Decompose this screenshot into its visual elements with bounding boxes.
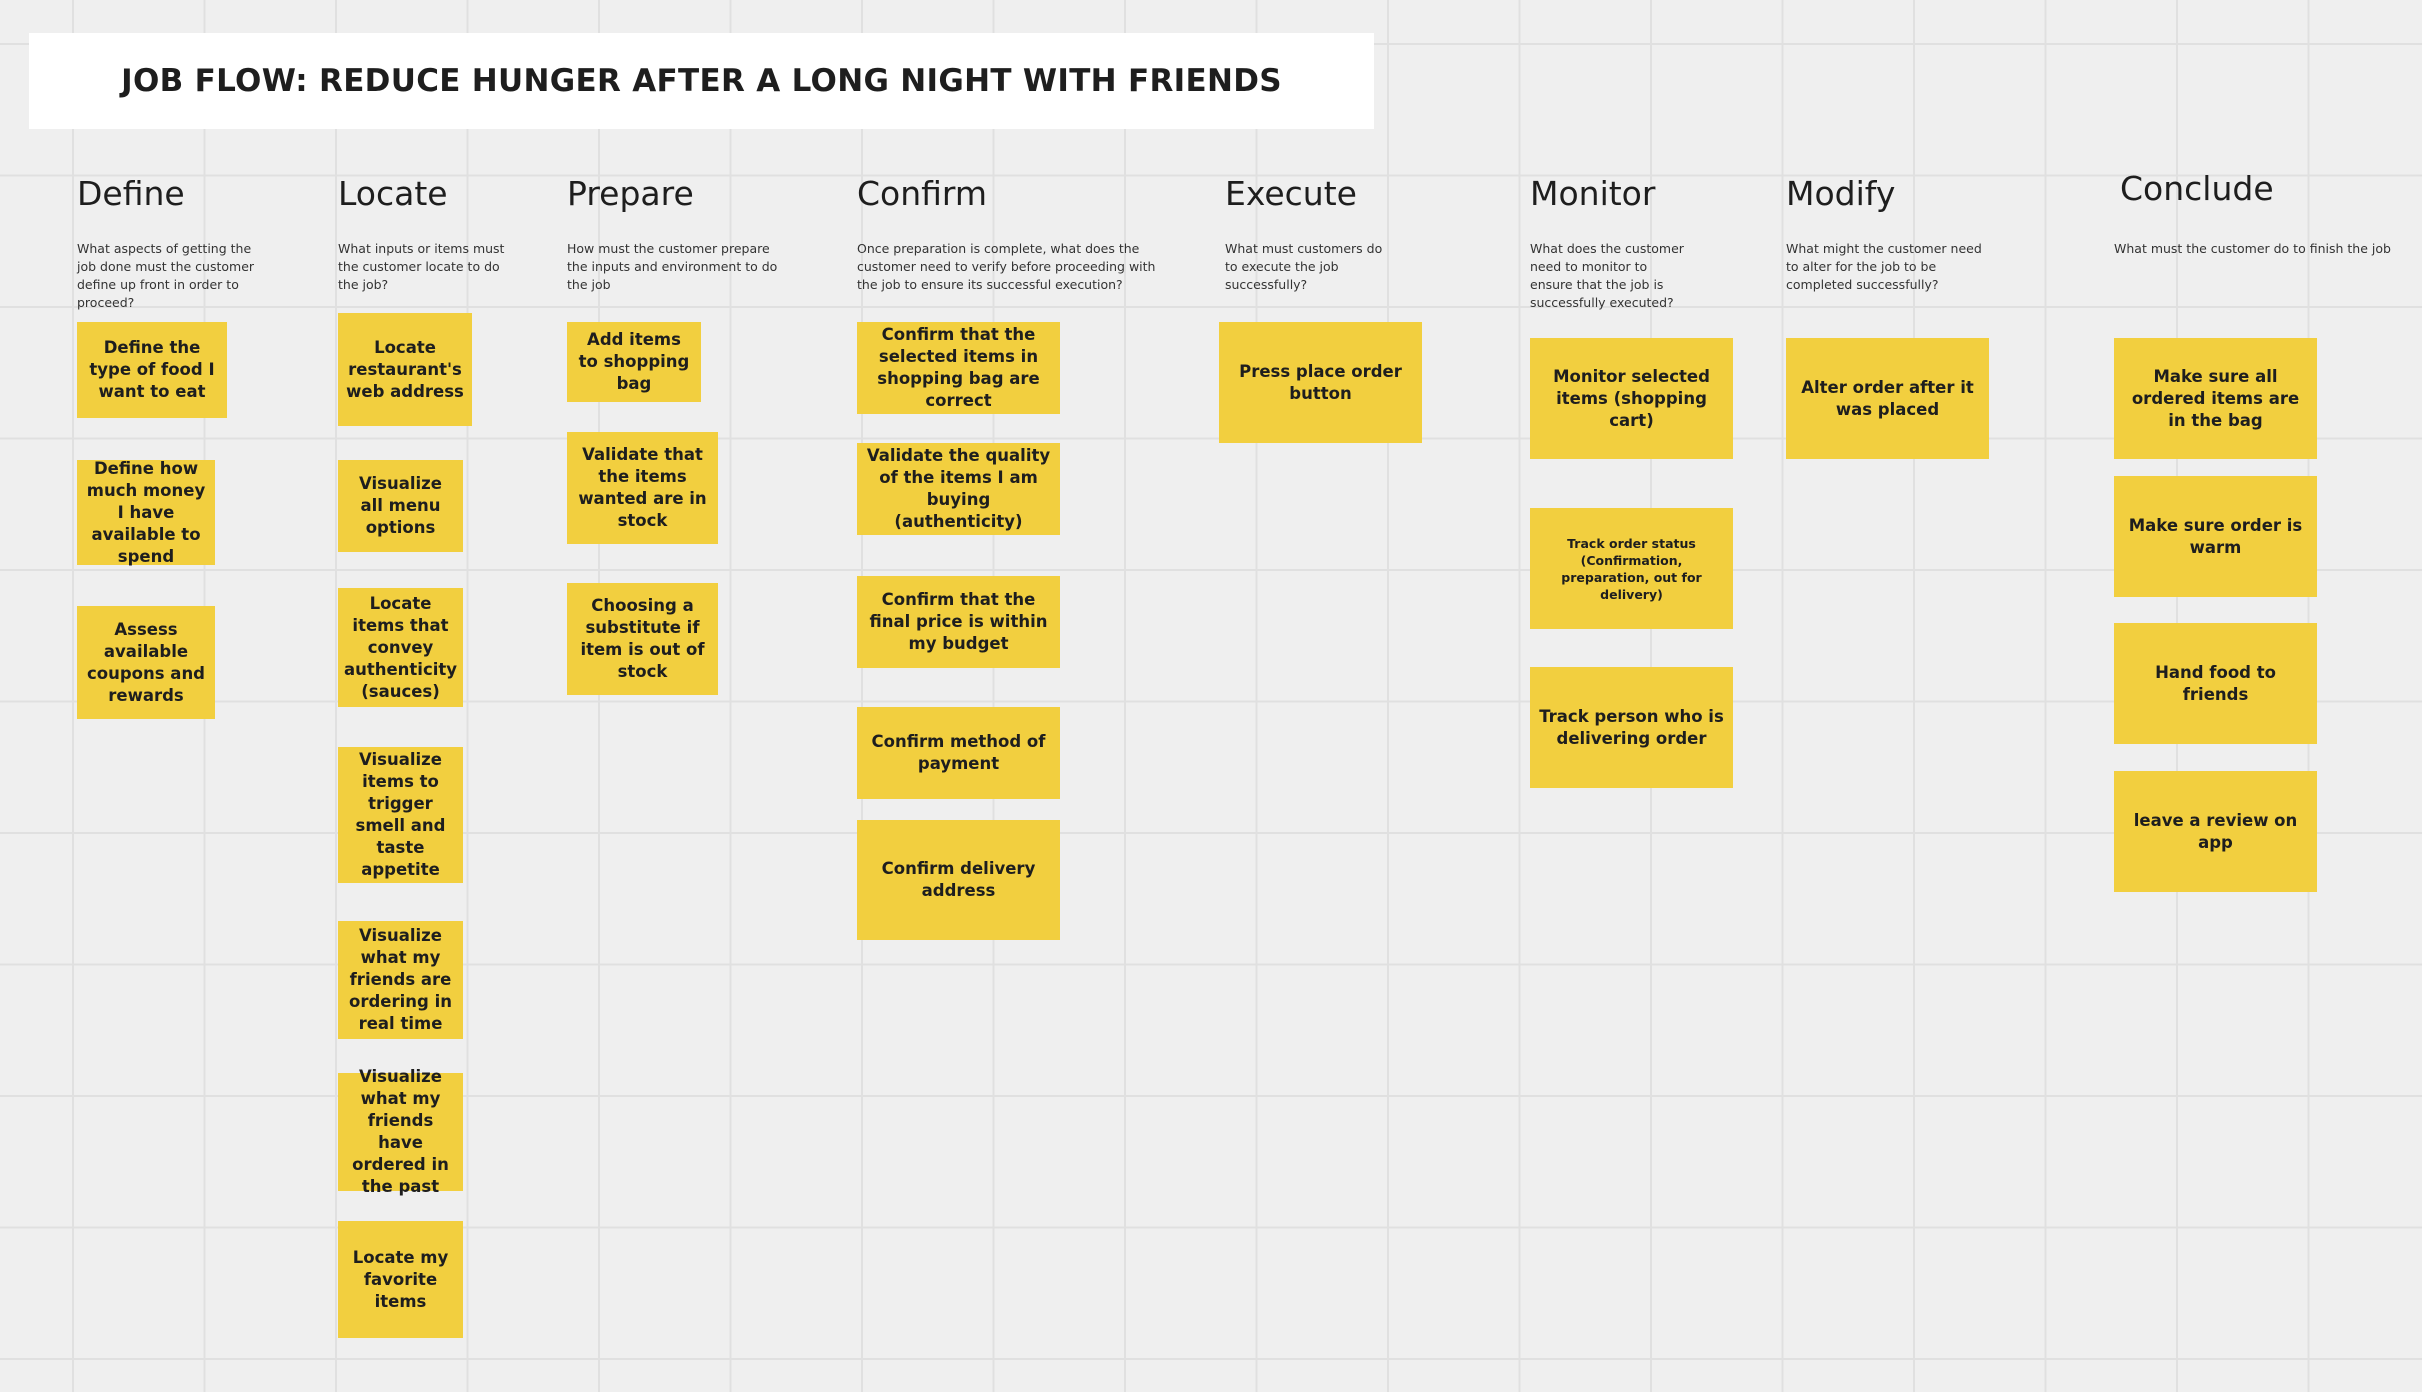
sticky-note[interactable]: Visualize what my friends have ordered in the past — [338, 1073, 463, 1191]
sticky-note[interactable]: Locate items that convey authenticity (sauces) — [338, 588, 463, 707]
sticky-note[interactable]: Add items to shopping bag — [567, 322, 701, 402]
sticky-note[interactable]: Track person who is delivering order — [1530, 667, 1733, 788]
column-title-prepare: Prepare — [567, 174, 694, 213]
column-description-modify: What might the customer need to alter for the job to be completed successfully? — [1786, 241, 1982, 292]
column-description-conclude: What must the customer do to finish the job — [2114, 241, 2391, 256]
sticky-note[interactable]: Validate that the items wanted are in stock — [567, 432, 718, 544]
sticky-note[interactable]: Assess available coupons and rewards — [77, 606, 215, 719]
sticky-note[interactable]: Confirm that the final price is within my budget — [857, 576, 1060, 668]
sticky-note[interactable]: Press place order button — [1219, 322, 1422, 443]
board-title: JOB FLOW: REDUCE HUNGER AFTER A LONG NIGHT WITH FRIENDS — [121, 63, 1282, 99]
column-description-monitor: What does the customer need to monitor to ensure that the job is successfully executed? — [1530, 241, 1684, 310]
sticky-note[interactable]: Monitor selected items (shopping cart) — [1530, 338, 1733, 459]
sticky-note[interactable]: Define the type of food I want to eat — [77, 322, 227, 418]
sticky-note[interactable]: Make sure all ordered items are in the bag — [2114, 338, 2317, 459]
column-title-confirm: Confirm — [857, 174, 988, 213]
column-description-execute: What must customers do to execute the job successfully? — [1225, 241, 1383, 292]
column-title-locate: Locate — [338, 174, 448, 213]
column-description-confirm: Once preparation is complete, what does the customer need to verify before proceeding with the job to ensure its successful execution? — [857, 241, 1156, 292]
sticky-note[interactable]: Make sure order is warm — [2114, 476, 2317, 597]
sticky-note[interactable]: Track order status (Confirmation, preparation, out for delivery) — [1530, 508, 1733, 629]
sticky-note[interactable]: Confirm method of payment — [857, 707, 1060, 799]
sticky-note[interactable]: Confirm that the selected items in shopping bag are correct — [857, 322, 1060, 414]
sticky-note[interactable]: Visualize items to trigger smell and taste appetite — [338, 747, 463, 883]
column-title-execute: Execute — [1225, 174, 1357, 213]
column-description-define: What aspects of getting the job done must the customer define up front in order to proceed? — [77, 241, 255, 310]
column-title-modify: Modify — [1786, 174, 1896, 213]
sticky-note[interactable]: Validate the quality of the items I am buying (authenticity) — [857, 443, 1060, 535]
column-title-define: Define — [77, 174, 185, 213]
column-title-monitor: Monitor — [1530, 174, 1656, 213]
sticky-note[interactable]: Locate restaurant's web address — [338, 313, 472, 426]
sticky-note[interactable]: Hand food to friends — [2114, 623, 2317, 744]
sticky-note[interactable]: Alter order after it was placed — [1786, 338, 1989, 459]
sticky-note[interactable]: Visualize all menu options — [338, 460, 463, 552]
column-title-conclude: Conclude — [2120, 169, 2274, 208]
column-description-prepare: How must the customer prepare the inputs and environment to do the job — [567, 241, 778, 292]
sticky-note[interactable]: Confirm delivery address — [857, 820, 1060, 940]
title-frame[interactable] — [29, 33, 1374, 129]
sticky-note[interactable]: Visualize what my friends are ordering in real time — [338, 921, 463, 1039]
sticky-note[interactable]: Define how much money I have available to spend — [77, 460, 215, 565]
column-description-locate: What inputs or items must the customer locate to do the job? — [338, 241, 505, 292]
sticky-note[interactable]: Choosing a substitute if item is out of stock — [567, 583, 718, 695]
sticky-note[interactable]: Locate my favorite items — [338, 1221, 463, 1338]
sticky-note[interactable]: leave a review on app — [2114, 771, 2317, 892]
